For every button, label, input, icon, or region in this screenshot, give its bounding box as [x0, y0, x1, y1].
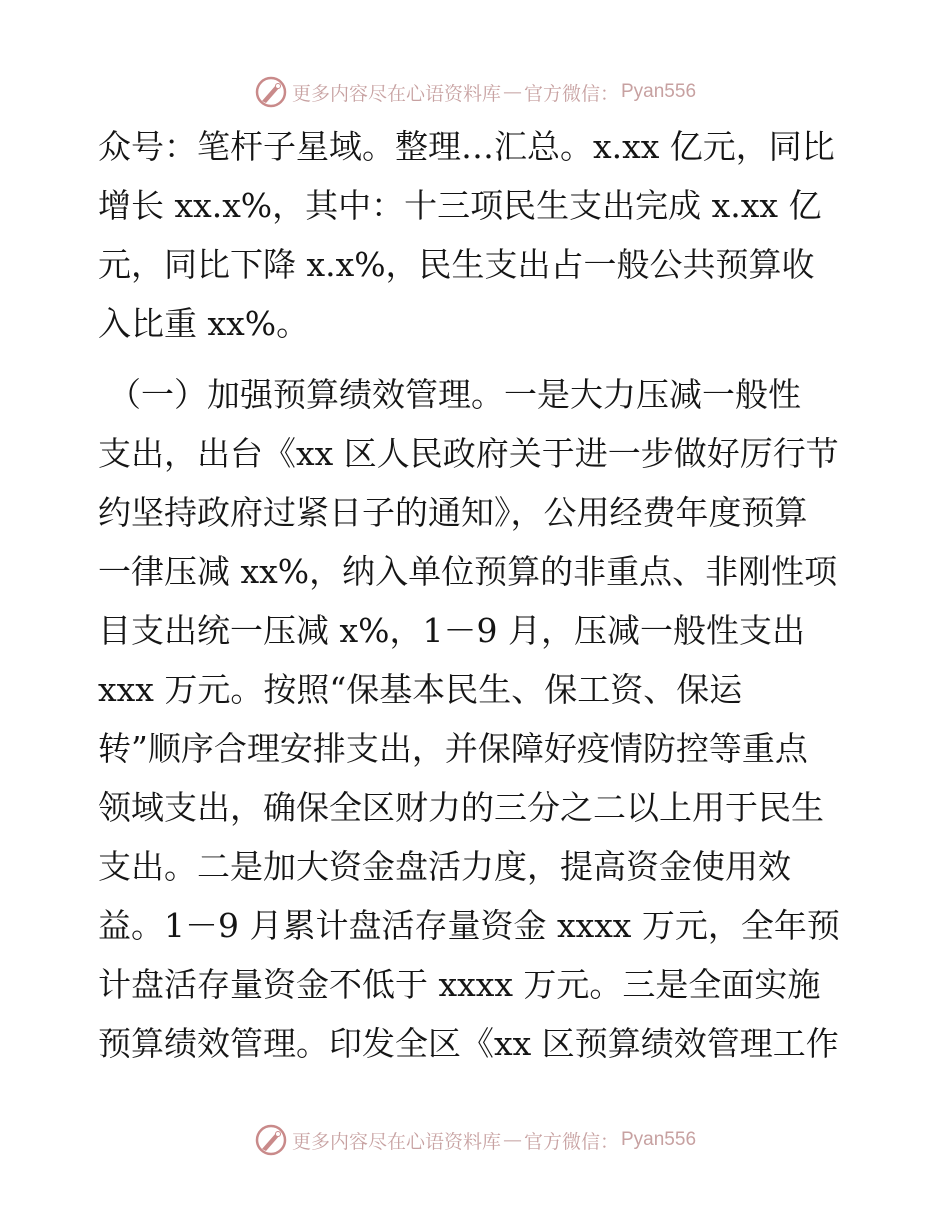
text-line: 目支出统一压减 x%，1－9 月，压减一般性支出: [98, 611, 805, 650]
text-line: 领域支出，确保全区财力的三分之二以上用于民生: [98, 788, 824, 827]
text-line: 计盘活存量资金不低于 xxxx 万元。三是全面实施: [98, 965, 821, 1004]
banner-official-label: 官方微信：: [523, 1130, 619, 1153]
text-line: 益。1－9 月累计盘活存量资金 xxxx 万元，全年预: [98, 906, 840, 945]
text-line: 入比重 xx%。: [98, 304, 310, 343]
text-line: （一）加强预算绩效管理。一是大力压减一般性: [108, 375, 801, 414]
text-line: 一律压减 xx%，纳入单位预算的非重点、非刚性项: [98, 552, 838, 591]
banner-dash: —: [502, 1129, 522, 1151]
banner-text: 更多内容尽在心语资料库: [291, 82, 501, 105]
text-line: xxx 万元。按照“保基本民生、保工资、保运: [98, 670, 743, 709]
text-line: 支出。二是加大资金盘活力度，提高资金使用效: [98, 847, 791, 886]
text-line: 增长 xx.x%，其中：十三项民生支出完成 x.xx 亿: [98, 186, 822, 225]
pen-circle-logo-icon: [254, 75, 288, 109]
text-line: 支出，出台《xx 区人民政府关于进一步做好厉行节: [98, 434, 839, 473]
footer-watermark-banner: [0, 1120, 950, 1160]
header-watermark-banner: [0, 72, 950, 112]
text-line: 转”顺序合理安排支出，并保障好疫情防控等重点: [98, 729, 808, 768]
banner-handle: Pyan556: [621, 81, 697, 102]
pen-circle-logo-icon: [254, 1123, 288, 1157]
text-line: 元，同比下降 x.x%，民生支出占一般公共预算收: [98, 245, 815, 284]
text-line: 约坚持政府过紧日子的通知》，公用经费年度预算: [98, 493, 808, 532]
banner-dash: —: [502, 81, 522, 103]
banner-text: 更多内容尽在心语资料库: [291, 1130, 501, 1153]
text-line: 众号：笔杆子星域。整理…汇总。x.xx 亿元，同比: [98, 127, 835, 166]
banner-official-label: 官方微信：: [523, 82, 619, 105]
banner-handle: Pyan556: [621, 1129, 697, 1150]
text-line: 预算绩效管理。印发全区《xx 区预算绩效管理工作: [98, 1024, 839, 1063]
